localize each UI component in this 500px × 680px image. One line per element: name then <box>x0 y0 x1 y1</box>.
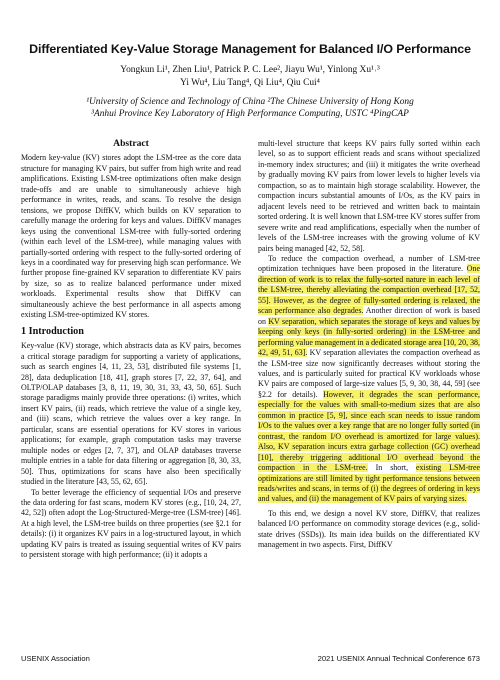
affiliations <box>0 96 500 120</box>
authors-line-2: Yi Wu⁴, Liu Tang⁴, Qi Liu⁴, Qiu Cui⁴ <box>180 78 320 88</box>
right-paragraph-3: To this end, we design a novel KV store, DiffKV, that realizes balanced I/O performance on commodity storage devices (e.g., solid-state drives (SSDs)). Its main idea builds on the differentiated KV management in two aspects. First, DiffKV <box>258 508 480 550</box>
plain-text: To reduce the compaction overhead, a number of LSM-tree optimization techniques have been proposed in the literature. <box>258 253 480 274</box>
highlighted-text: existing LSM-tree optimizations are still limited by tight performance tensions between reads/writes and scans, in terms of (i) the degrees of ordering in keys and values, and (ii) the management of KV pairs of varying sizes. <box>258 463 480 504</box>
abstract-text: Modern key-value (KV) stores adopt the LSM-tree as the core data structure for managing KV pairs, but suffer from high write and read amplifications. Existing LSM-tree optimizations often make design trade-offs and are unable to simultaneously achieve high performance in writes, reads, and scans. To resolve the design tensions, we propose DiffKV, which builds on KV separation to carefully manage the ordering for keys and values. DiffKV manages keys using the conventional LSM-tree with fully-sorted ordering (within each level of the LSM-tree), while managing values with partially-sorted ordering with respect to the fully-sorted ordering of keys in a coordinated way for preserving high scan performance. We further propose fine-grained KV separation to differentiate KV pairs by size, so as to realize balanced performance under mixed workloads. Experimental results show that DiffKV can simultaneously achieve the best performance in all aspects among existing LSM-tree-optimized KV stores. <box>21 153 241 320</box>
highlighted-text: One direction of work is to relax the fully-sorted nature in each level of the LSM-tree, thereby alleviating the compaction overhead [17, 52, 55]. However, as the degree of fully-sorted ordering is relaxed, the scan performance also degrades. <box>258 264 480 316</box>
affiliation-line-2: ³Anhui Province Key Laboratory of High Performance Computing, USTC ⁴PingCAP <box>91 109 409 119</box>
paper-title: Differentiated Key-Value Storage Management for Balanced I/O Performance <box>29 42 471 56</box>
footer-left: USENIX Association <box>21 654 90 663</box>
footer-right: 2021 USENIX Annual Technical Conference 673 <box>317 654 480 663</box>
intro-paragraph-1: Key-value (KV) storage, which abstracts data as KV pairs, becomes a critical storage paradigm for supporting a variety of applications, such as search engines [4, 11, 23, 53], distributed file systems [1, 28], data deduplication [18, 41], graph stores [7, 22, 37, 64], and OLTP/OLAP databases [3, 8, 11, 19, 30, 31, 33, 43, 50, 65]. Such storage paradigms mainly provide three operations: (i) writes, which insert KV pairs, (ii) reads, which retrieve the value of a single key, and (iii) scans, which retrieve the values over a key range. In particular, scans are essential operations for KV stores in various applications; for example, graph computation tasks may traverse multiple nodes or edges [2, 7, 37], and OLAP databases traverse multiple entries in a table for data filtering or aggregation [8, 30, 33, 50]. Thus, optimizations for scans have also been specifically studied in the literature [43, 55, 62, 65]. <box>21 341 241 487</box>
highlighted-text: However, it degrades the scan performance, especially for the values with small-to-medium sizes that are also common in practice [5, 9], since each scan needs to issue random I/Os to the values over a key range that are no longer fully sorted (in contrast, the random I/O overhead is amortized for large values). Also, KV separation incurs extra garbage collection (GC) overhead [10], thereby triggering additional I/O overhead beyond the compaction in the LSM-tree. <box>258 389 481 473</box>
right-paragraph-1: multi-level structure that keeps KV pairs fully sorted within each level, so as to support efficient reads and scans without specialized in-memory index structures; and (iii) it mitigates the write overhead by gradually moving KV pairs from lower levels to higher levels via compaction, so as to maintain high storage scalability. However, the compaction incurs substantial amounts of I/Os, as the KV pairs in adjacent levels need to be retrieved and written back to maintain sorted ordering. It is well known that LSM-tree KV stores suffer from severe write and read amplifications, especially when the number of levels of the LSM-tree increases with the growing volume of KV pairs being managed [42, 52, 58]. <box>258 139 480 253</box>
left-column <box>21 139 241 561</box>
intro-paragraph-2: To better leverage the efficiency of sequential I/Os and preserve the data ordering for fast scans, modern KV stores (e.g., [10, 24, 27, 42, 52]) often adopt the Log-Structured-Merge-tree (LSM-tree) [46]. At a high level, the LSM-tree builds on three properties (see §2.1 for details): (i) it organizes KV pairs in a log-structured layout, in which updating KV pairs is treated as issuing sequential writes of KV pairs to persistent storage with high performance; (ii) it adopts a <box>21 487 241 560</box>
highlighted-text: KV separation, which separates the storage of keys and values by keeping only keys (in fully-sorted ordering) in the LSM-tree and performing value management in a dedicated storage area [10, 20, 38, 42, 49, 51, 63]. <box>258 316 480 358</box>
right-column <box>258 139 480 551</box>
plain-text: KV separation alleviates the compaction overhead as the LSM-tree size now significantly decreases without storing the values, and is particularly suited for practical KV workloads whose KV pairs are composed of large-size values [5, 9, 30, 38, 44, 59] (see §2.2 for details). <box>258 348 480 399</box>
plain-text: In short, <box>367 463 417 473</box>
authors-line-1: Yongkun Li¹, Zhen Liu¹, Patrick P. C. Lee², Jiayu Wu¹, Yinlong Xu¹˒³ <box>120 65 380 75</box>
affiliation-line-1: ¹University of Science and Technology of China ²The Chinese University of Hong Kong <box>86 97 414 107</box>
introduction-heading: 1 Introduction <box>21 325 84 337</box>
author-list <box>0 64 500 90</box>
plain-text: Another direction of work is based on <box>258 306 481 326</box>
abstract-heading: Abstract <box>113 138 149 149</box>
right-paragraph-2 <box>258 254 480 505</box>
